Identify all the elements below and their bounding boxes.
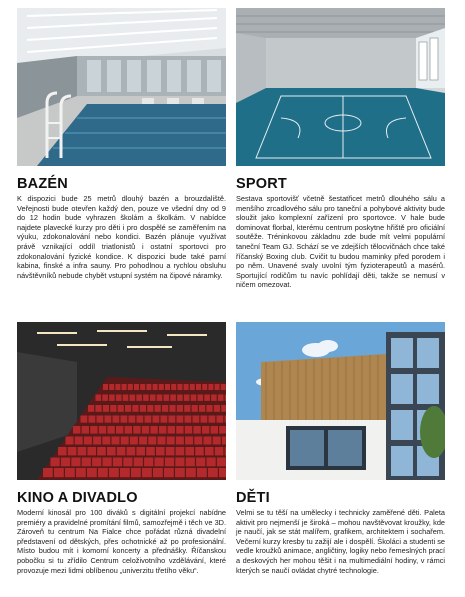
cinema-seat [113, 458, 122, 467]
cinema-seat [214, 405, 220, 412]
cinema-seat [205, 447, 214, 455]
cinema-seat [148, 437, 156, 445]
cinema-seat [147, 405, 153, 412]
cinema-seat [202, 426, 209, 434]
cinema-seat [131, 468, 141, 477]
cinema-seat [211, 426, 218, 434]
section-deti [236, 322, 445, 575]
cinema-seat [107, 426, 114, 434]
cinema-seat [155, 405, 161, 412]
cinema-seat [185, 447, 194, 455]
cinema-seat [177, 395, 183, 401]
cinema-seat [105, 416, 112, 423]
cinema-seat [93, 437, 101, 445]
cinema-seat [133, 426, 140, 434]
cinema-seat [103, 458, 112, 467]
section-text: Velmi se tu těší na umělecky i technicky zaměřené děti. Paleta aktivit pro nejmenší je široká – mohou navštěvovat kroužky, kde je naučí, jak se stát malířem, grafikem, architektem i sochařem. Večerní kurzy kresby tu zažijí ale i dospělí. Školáci a studenti se vedle kroužků animace, angličtiny, logiky nebo řemeslných prací a deskových her mohou těšit i na multimediální hodiny, v rámci kterých se naučí ovládat chytré technologie. [236, 508, 445, 575]
cinema-seat [66, 437, 74, 445]
cinema-seat [204, 437, 212, 445]
sport-hall-illustration [236, 8, 445, 166]
cinema-seat [140, 384, 145, 390]
cinema-seat [165, 458, 174, 467]
cinema-seat [217, 416, 224, 423]
cinema-seat [58, 447, 67, 455]
cinema-seat [78, 447, 87, 455]
cinema-seat [98, 468, 108, 477]
section-text: Sestava sportovišť včetně šestatřicet metrů dlouhého sálu a menšího zrcadlového sálu pro taneční a pohybové aktivity bude sloužit jako komplexní zařízení pro sportovce. V hale bude dominovat florbal, kterému centrum poskytne hřiště pro oficiální soutěže. Tréninkovou základnu zde bude mít velmi populární taneční Team GJ. Schází se ve zdejších tělocvičnách chce také říčanský Boxing club. Cvičit tu budou maminky před porodem i po něm. Unavené svaly uvolní tým fyzioterapeutů a masérů. Sportující rodičům tu navíc pohlídají děti, takže se nemusí v ničem omezovat. [236, 194, 445, 290]
cinema-seat [65, 468, 75, 477]
cinema-seat [146, 447, 155, 455]
cinema-seat [102, 395, 108, 401]
cinema-seat [208, 468, 218, 477]
cinema-seat [193, 416, 200, 423]
cinema-seat [177, 416, 184, 423]
cinema-seat [213, 437, 221, 445]
cinema-seat [162, 405, 168, 412]
cinema-seat [201, 416, 208, 423]
section-title: SPORT [236, 176, 287, 192]
cinema-seat [134, 384, 139, 390]
cinema-seat [113, 416, 120, 423]
cinema-seat [140, 405, 146, 412]
cinema-seat [125, 405, 131, 412]
section-text: Moderní kinosál pro 100 diváků s digitální projekcí nabídne premiéry a pravidelné promítání filmů, samozřejmě i těch ve 3D. Zároveň tu centrum Na Fialce chce pořádat různá divadelní představení od dětských, přes ochotnické až po profesionální. Místo budou mít i komorní koncerty a přednášky. Říčanskou pobočku si tu zřídilo Centrum celoživotního vzdělávání, které provozuje mezi lidmi oblíbenou „univerzitu třetího věku“. [17, 508, 226, 575]
building-photo [236, 322, 445, 480]
cinema-seat [219, 468, 226, 477]
cinema-seat [177, 405, 183, 412]
cinema-seat [107, 447, 116, 455]
cinema-seat [196, 384, 201, 390]
section-title: KINO A DIVADLO [17, 490, 138, 506]
cinema-seat [136, 447, 145, 455]
cinema-seat [43, 468, 53, 477]
cinema-seat [97, 447, 106, 455]
sport-hall-photo [236, 8, 445, 166]
cinema-seat [186, 468, 196, 477]
cinema-seat [161, 416, 168, 423]
cinema-seat [82, 458, 91, 467]
cinema-seat [211, 395, 217, 401]
cinema-seat [120, 468, 130, 477]
cinema-seat [222, 437, 226, 445]
cinema-seat [121, 437, 129, 445]
building-illustration [236, 322, 445, 480]
cinema-seat [142, 426, 149, 434]
cinema-seat [225, 395, 226, 401]
cinema-seat [206, 405, 212, 412]
cinema-seat [88, 405, 94, 412]
cinema-seat [190, 384, 195, 390]
cinema-seat [103, 405, 109, 412]
cinema-seat [130, 395, 136, 401]
pool-photo [17, 8, 226, 166]
cinema-seat [208, 384, 213, 390]
cinema-seat [184, 405, 190, 412]
cinema-seat [117, 447, 126, 455]
cinema-seat [209, 416, 216, 423]
cinema-seat [185, 416, 192, 423]
cinema-seat [145, 416, 152, 423]
cinema-seat [164, 468, 174, 477]
cinema-seat [150, 395, 156, 401]
cinema-seat [76, 468, 86, 477]
section-kino [17, 322, 226, 575]
cinema-seat [82, 426, 89, 434]
cinema-seat [176, 447, 185, 455]
cinema-seat [202, 384, 207, 390]
cinema-seat [87, 468, 97, 477]
cinema-seat [198, 395, 204, 401]
cinema-seat [225, 416, 227, 423]
cinema-seat [51, 458, 60, 467]
cinema-seat [75, 437, 83, 445]
cinema-seat [156, 447, 165, 455]
section-text: K dispozici bude 25 metrů dlouhý bazén a brouzdaliště. Veřejnosti bude otevřen každý den, pouze ve všední dny od 9 do 12 hodin bude vyhrazen školám a školkám. V nabídce najdete plavecké kurzy pro děti i pro dospělé se zaměřením na výuku, zdokonalování nebo kondici. Bazén plánuje využívat právě vznikající oddíl triatlonistů i ostatní sportovci pro zdokonalování fyzické kondice. K dispozici bude také parní kabina, finské a infra sauny. Pro pohodlnou a rychlou obsluhu návštěvníků nebude chybět vstupní systém na čipové náramky. [17, 194, 226, 280]
cinema-seat [121, 416, 128, 423]
cinema-seat [195, 447, 204, 455]
cinema-seat [123, 395, 129, 401]
cinema-seat [89, 416, 96, 423]
cinema-seat [87, 447, 96, 455]
cinema-seat [92, 458, 101, 467]
cinema-seat [225, 447, 226, 455]
cinema-seat [191, 395, 197, 401]
cinema-seat [155, 458, 164, 467]
cinema-seat [122, 384, 127, 390]
cinema-seat [177, 384, 182, 390]
cinema-seat [165, 384, 170, 390]
cinema-seat [192, 405, 198, 412]
cinema-seat [207, 458, 216, 467]
cinema-seat [185, 426, 192, 434]
cinema-seat [215, 447, 224, 455]
cinema-seat [129, 416, 136, 423]
cinema-seat [157, 395, 163, 401]
cinema-seat [175, 468, 185, 477]
cinema-seat [116, 395, 122, 401]
cinema-seat [167, 437, 175, 445]
cinema-seat [197, 468, 207, 477]
cinema-seat [193, 426, 200, 434]
cinema-seat [97, 416, 104, 423]
cinema-seat [159, 384, 164, 390]
cinema-seat [142, 468, 152, 477]
cinema-seat [175, 458, 184, 467]
cinema-seat [143, 395, 149, 401]
cinema-seat [84, 437, 92, 445]
cinema-seat [73, 426, 80, 434]
cinema-seat [130, 437, 138, 445]
cinema-seat [109, 384, 114, 390]
cinema-seat [95, 405, 101, 412]
cinema-seat [103, 384, 108, 390]
cinema-seat [132, 405, 138, 412]
cinema-seat [61, 458, 70, 467]
cinema-seat [116, 426, 123, 434]
cinema-seat [112, 437, 120, 445]
cinema-seat [169, 405, 175, 412]
cinema-seat [166, 447, 175, 455]
cinema-seat [153, 468, 163, 477]
cinema-seat [153, 416, 160, 423]
cinema-seat [184, 395, 190, 401]
cinema-seat [110, 405, 116, 412]
cinema-seat [219, 426, 226, 434]
cinema-seat [218, 395, 224, 401]
cinema-seat [170, 395, 176, 401]
cinema-seat [186, 458, 195, 467]
cinema-seat [139, 437, 147, 445]
cinema-seat [153, 384, 158, 390]
cinema-seat [169, 416, 176, 423]
cinema-seat [171, 384, 176, 390]
cinema-seat [221, 384, 226, 390]
cinema-seat [184, 384, 189, 390]
cinema-seat [159, 426, 166, 434]
cinema-seat [118, 405, 124, 412]
cinema-seat [115, 384, 120, 390]
cinema-seat [90, 426, 97, 434]
cinema-seat [199, 405, 205, 412]
section-bazen [17, 8, 226, 280]
cinema-seat [215, 384, 220, 390]
section-sport [236, 8, 445, 290]
cinema-seat [150, 426, 157, 434]
cinema-seat [68, 447, 77, 455]
cinema-seat [144, 458, 153, 467]
cinema-seat [109, 468, 119, 477]
cinema-seat [134, 458, 143, 467]
section-title: DĚTI [236, 490, 270, 506]
cinema-seat [204, 395, 210, 401]
cinema-seat [168, 426, 175, 434]
cinema-seat [123, 458, 132, 467]
cinema-seat [194, 437, 202, 445]
cinema-seat [128, 384, 133, 390]
cinema-seat [196, 458, 205, 467]
cinema-seat [109, 395, 115, 401]
cinema-seat [176, 426, 183, 434]
cinema-seat [146, 384, 151, 390]
cinema-seat [71, 458, 80, 467]
pool-illustration [17, 8, 226, 166]
cinema-seat [81, 416, 88, 423]
cinema-seat [176, 437, 184, 445]
cinema-seat [217, 458, 226, 467]
cinema-seat [185, 437, 193, 445]
cinema-seat [158, 437, 166, 445]
cinema-seat [127, 447, 136, 455]
cinema-seat [102, 437, 110, 445]
cinema-seat [125, 426, 132, 434]
cinema-seat [54, 468, 64, 477]
section-title: BAZÉN [17, 176, 68, 192]
cinema-seat [99, 426, 106, 434]
cinema-seat [221, 405, 226, 412]
cinema-photo [17, 322, 226, 480]
cinema-illustration [17, 322, 226, 480]
cinema-seat [137, 416, 144, 423]
cinema-seat [136, 395, 142, 401]
cinema-seat [96, 395, 102, 401]
cinema-seat [164, 395, 170, 401]
